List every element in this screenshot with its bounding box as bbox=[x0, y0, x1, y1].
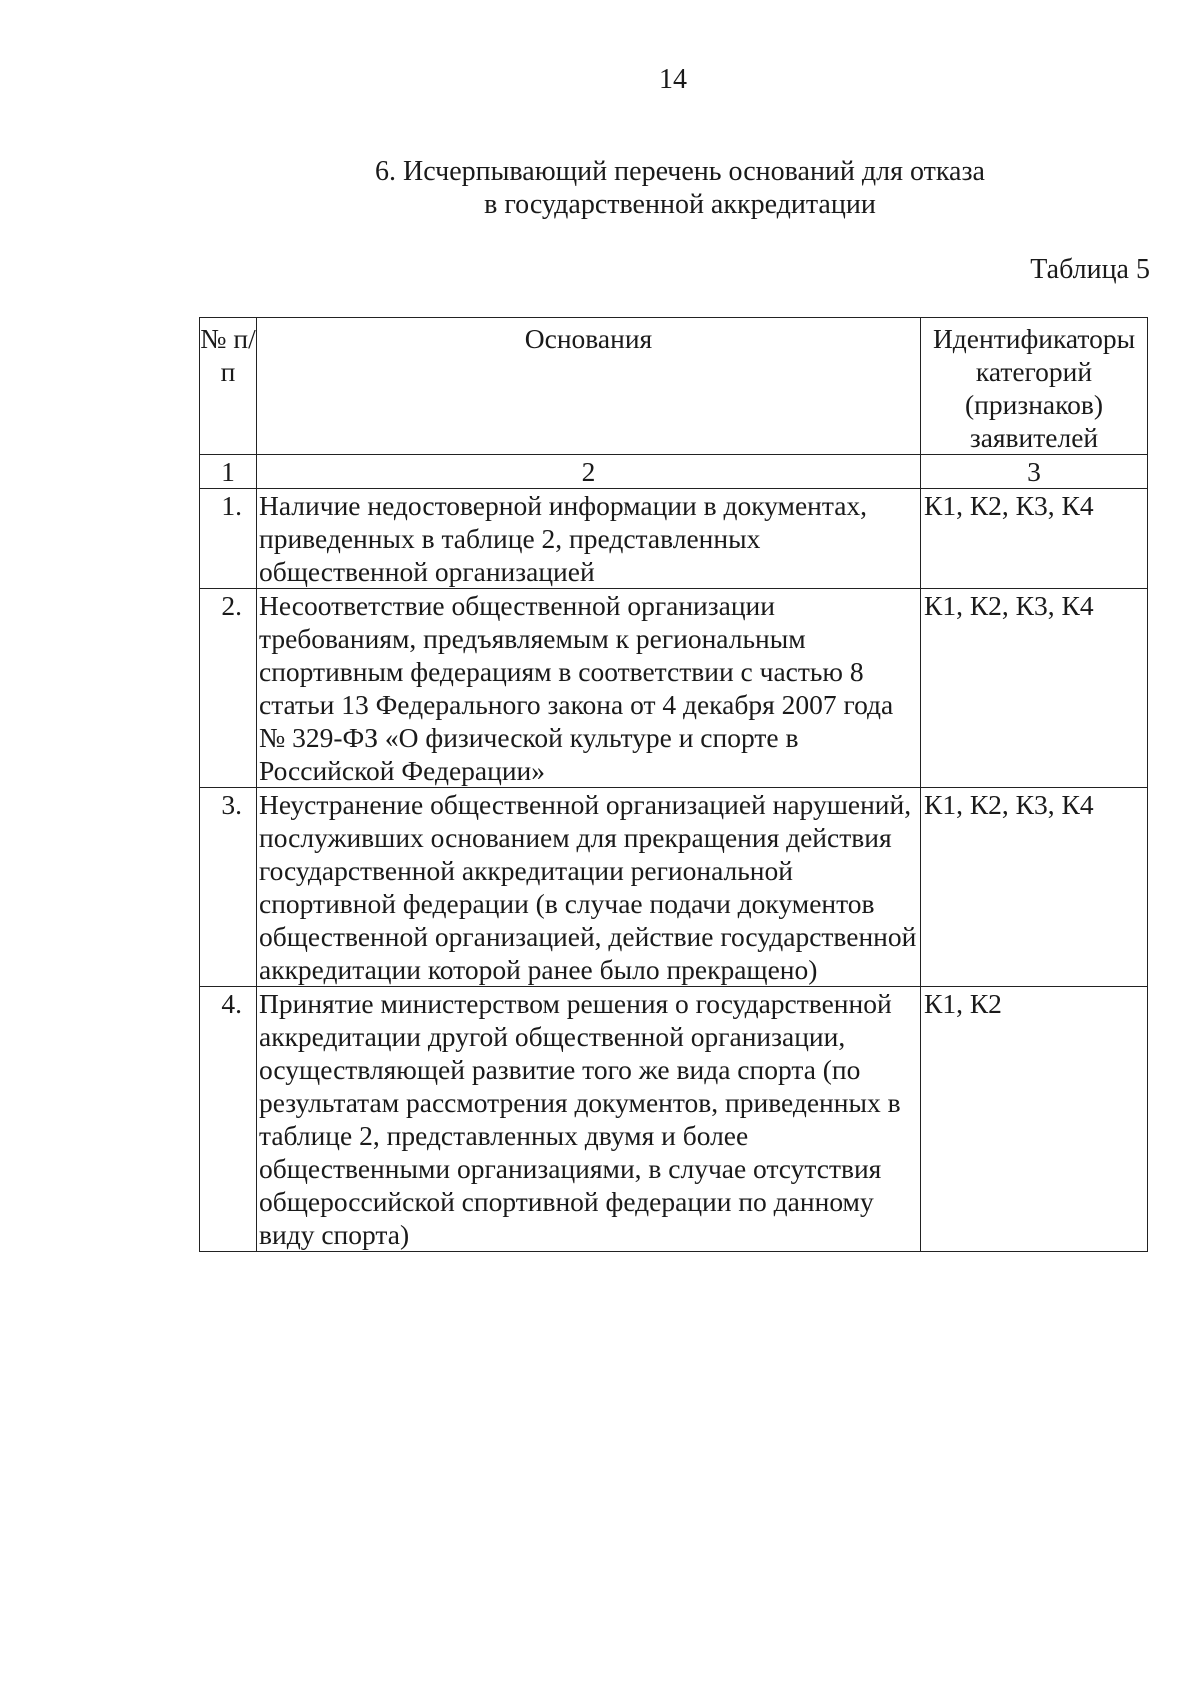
table-header-row bbox=[200, 318, 1148, 455]
header-identifiers: Идентификаторы категорий (признаков) заявителей bbox=[921, 318, 1148, 455]
section-title-line-2: в государственной аккредитации bbox=[484, 189, 876, 220]
table-row bbox=[200, 788, 1148, 987]
section-title bbox=[0, 155, 1200, 221]
section-title-line-1: 6. Исчерпывающий перечень оснований для отказа bbox=[375, 156, 985, 187]
header-number: № п/п bbox=[200, 318, 257, 455]
row-identifiers: К1, К2, К3, К4 bbox=[921, 489, 1148, 589]
table-row bbox=[200, 987, 1148, 1252]
row-number: 1. bbox=[200, 489, 257, 589]
column-number-row bbox=[200, 455, 1148, 489]
row-reason: Неустранение общественной организацией нарушений, послуживших основанием для прекращения действия государственной аккредитации региональной спортивной федерации (в случае подачи документов общественной организацией, действие государственной аккредитации которой ранее было прекращено) bbox=[257, 788, 921, 987]
column-number: 3 bbox=[921, 455, 1148, 489]
table-label: Таблица 5 bbox=[1030, 254, 1150, 285]
header-grounds: Основания bbox=[257, 318, 921, 455]
page-number: 14 bbox=[659, 64, 687, 95]
row-reason: Принятие министерством решения о государственной аккредитации другой общественной организации, осуществляющей развитие того же вида спорта (по результатам рассмотрения документов, приведенных в таблице 2, представленных двумя и более общественными организациями, в случае отсутствия общероссийской спортивной федерации по данному виду спорта) bbox=[257, 987, 921, 1252]
row-identifiers: К1, К2, К3, К4 bbox=[921, 788, 1148, 987]
column-number: 1 bbox=[200, 455, 257, 489]
table-row bbox=[200, 489, 1148, 589]
row-reason: Несоответствие общественной организации требованиям, предъявляемым к региональным спортивным федерациям в соответствии с частью 8 статьи 13 Федерального закона от 4 декабря 2007 года № 329-ФЗ «О физической культуре и спорте в Российской Федерации» bbox=[257, 589, 921, 788]
row-identifiers: К1, К2 bbox=[921, 987, 1148, 1252]
row-number: 3. bbox=[200, 788, 257, 987]
grounds-table bbox=[199, 317, 1148, 1252]
row-reason: Наличие недостоверной информации в документах, приведенных в таблице 2, представленных общественной организацией bbox=[257, 489, 921, 589]
row-number: 4. bbox=[200, 987, 257, 1252]
column-number: 2 bbox=[257, 455, 921, 489]
table-row bbox=[200, 589, 1148, 788]
row-number: 2. bbox=[200, 589, 257, 788]
row-identifiers: К1, К2, К3, К4 bbox=[921, 589, 1148, 788]
